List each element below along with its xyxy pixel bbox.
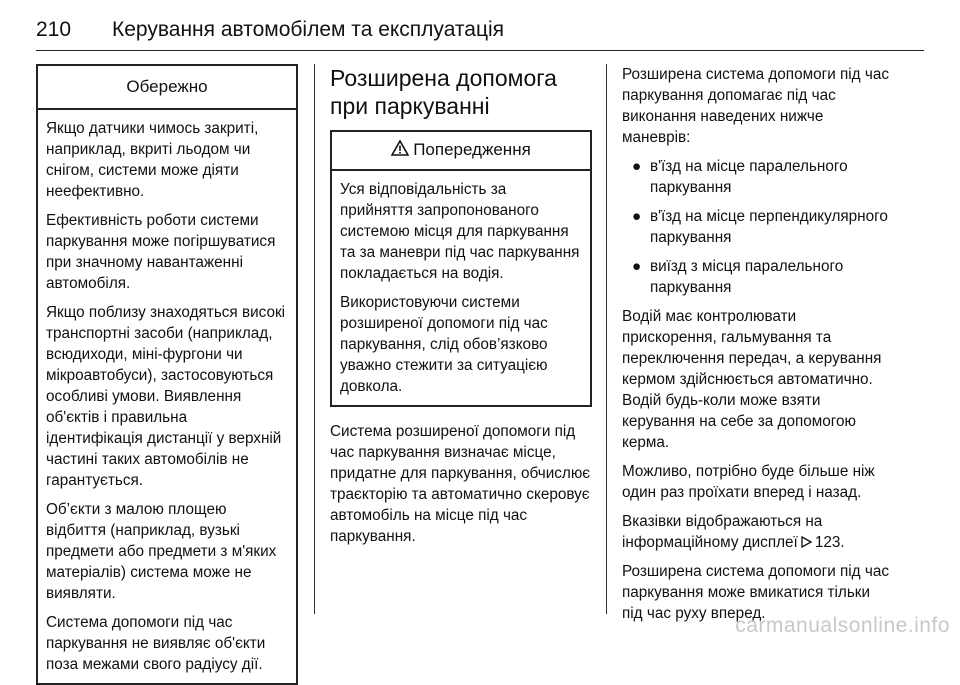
page-number: 210 (36, 18, 72, 41)
list-item (622, 256, 890, 298)
caution-paragraph: Ефективність роботи системи паркування може погіршуватися при значному навантаженні автомобіля. (46, 212, 276, 292)
warning-body (332, 171, 590, 405)
column-divider (314, 64, 315, 614)
caution-body (38, 110, 296, 683)
warning-box (330, 130, 592, 407)
intro-paragraph: Розширена система допомоги під час паркування допомагає під час виконання наведених нижче маневрів: (622, 66, 889, 146)
warning-heading-row (332, 132, 590, 171)
warning-heading: Попередження (413, 140, 531, 159)
column-middle (330, 64, 592, 555)
caution-paragraph: Система допомоги під час паркування не виявляє об'єкти поза межами свого радіусу дії. (46, 614, 266, 673)
warning-paragraph: Уся відповідальність за прийняття запропонованого системою місця для паркування та за маневри під час паркування покладається на водія. (340, 181, 580, 282)
display-paragraph (622, 511, 890, 553)
column-left (36, 64, 298, 685)
back-forth-paragraph: Можливо, потрібно буде більше ніж один раз проїхати вперед і назад. (622, 463, 875, 501)
section-title: Розширена допомога при паркуванні (330, 65, 557, 119)
control-paragraph: Водій має контролювати прискорення, гальмування та переключення передач, а керування кермом здійснюється автоматично. Водій будь-коли може взяти керування на себе за допомогою керма. (622, 308, 882, 451)
list-item (622, 156, 890, 198)
warning-triangle-icon (391, 140, 409, 156)
watermark: carmanualsonline.info (735, 614, 950, 637)
maneuver-list (622, 156, 890, 298)
column-divider (606, 64, 607, 614)
forward-only-paragraph: Розширена система допомоги під час паркування може вмикатися тільки під час руху вперед. (622, 563, 889, 622)
body-paragraph: Система розширеної допомоги під час паркування визначає місце, придатне для паркування, обчислює траєкторію та автоматично скеровує автомобіль на місце під час паркування. (330, 423, 591, 545)
list-item (622, 206, 890, 248)
caution-paragraph: Об’єкти з малою площею відбиття (наприклад, вузькі предмети або предмети з м'яких матеріалів) система може не виявляти. (46, 501, 277, 602)
bullet-icon: ● (632, 208, 642, 225)
list-item-text: в'їзд на місце паралельного паркування (650, 158, 848, 196)
bullet-icon: ● (632, 158, 642, 175)
display-text: Вказівки відображаються на інформаційному дисплеї (622, 513, 823, 551)
bullet-icon: ● (632, 258, 642, 275)
page-reference-link[interactable]: 123. (814, 534, 845, 551)
column-right (622, 64, 890, 632)
list-item-text: в'їзд на місце перпендикулярного паркування (650, 208, 888, 246)
caution-heading: Обережно (38, 66, 296, 110)
page-reference-arrow-icon[interactable] (801, 533, 812, 545)
page-title: Керування автомобілем та експлуатація (112, 18, 505, 41)
list-item-text: виїзд з місця паралельного паркування (650, 258, 844, 296)
warning-paragraph: Використовуючи системи розширеної допомоги під час паркування, слід обов’язково уважно стежити за ситуацією довкола. (340, 294, 548, 395)
caution-box (36, 64, 298, 685)
page-header (36, 18, 924, 51)
caution-paragraph: Якщо датчики чимось закриті, наприклад, вкриті льодом чи снігом, системи може діяти неефективно. (46, 120, 259, 200)
caution-paragraph: Якщо поблизу знаходяться високі транспортні засоби (наприклад, всюдиходи, міні-фургони чи мікроавтобуси), застосовуються особливі умови. Виявлення об'єктів і правильна ідентифікація дистанції у верхній частині таких автомобілів не гарантується. (46, 304, 286, 489)
